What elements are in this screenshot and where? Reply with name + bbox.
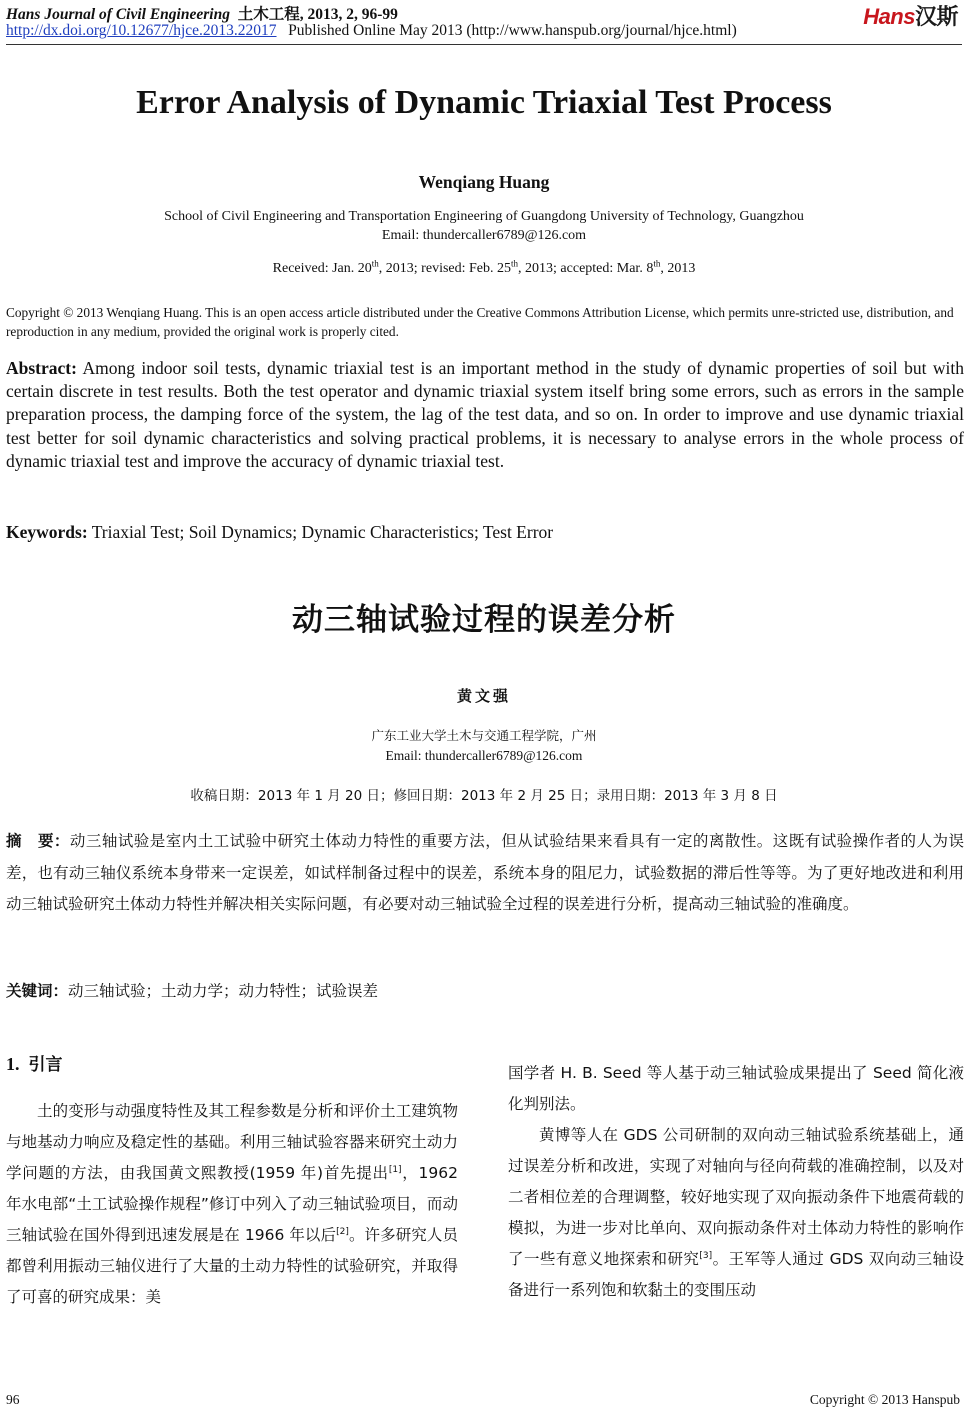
hanspub-logo [863, 0, 958, 31]
section-title: 引言 [28, 1055, 63, 1075]
citation-ref[interactable]: [1] [388, 1164, 402, 1175]
author-cn: 黄文强 [456, 687, 511, 705]
email-en: Email: thundercaller6789@126.com [381, 228, 587, 243]
email-cn: Email: thundercaller6789@126.com [385, 748, 583, 763]
paper-title-en: Error Analysis of Dynamic Triaxial Test Process [136, 84, 832, 121]
keywords-text-cn: 动三轴试验；土动力学；动力特性；试验误差 [68, 982, 379, 1000]
keywords-en [6, 521, 964, 544]
section-heading-intro [6, 1050, 63, 1075]
citation-ref[interactable]: [2] [336, 1226, 349, 1237]
abstract-label-en: Abstract: [6, 358, 77, 378]
abstract-cn [6, 826, 964, 921]
affiliation-line-en: School of Civil Engineering and Transportation Engineering of Guangdong University of Technology, Guangzhou [164, 209, 804, 224]
section-number: 1. [6, 1054, 20, 1074]
journal-header [6, 2, 398, 24]
citation-ref[interactable]: [3] [699, 1250, 713, 1261]
abstract-en [6, 357, 964, 473]
body-text: 黄博等人在 GDS 公司研制的双向动三轴试验系统基础上，通过误差分析和改进，实现了对轴向与径向荷载的准确控制，以及对二者相位差的合理调整，较好地实现了双向振动条件下地震荷载的模拟，为进一步对比单向、双向振动条件对土体动力特性的影响作了一些有意义地探索和研究 [508, 1126, 964, 1268]
copyright-notice: Copyright © 2013 Wenqiang Huang. This is an open access article distributed under the Creative Commons Attribution License, which permits unre-stricted use, distribution, and reproduction in any medium, provided the original work is properly cited. [6, 305, 954, 339]
body-paragraph [6, 1096, 458, 1313]
logo-text-en: Hans [863, 4, 915, 29]
body-paragraph [508, 1120, 964, 1306]
accepted-sup: th [653, 258, 661, 269]
body-text: 。许多研究人员都曾利用振动三轴仪进行了大量的土动力特性的试验研究，并取得了可喜的研究成果：美 [6, 1226, 458, 1306]
affiliation-cn [0, 726, 968, 766]
doi-line [6, 22, 737, 40]
abstract-text-cn: 动三轴试验是室内土工试验中研究土体动力特性的重要方法，但从试验结果来看具有一定的离散性。这既有试验操作者的人为误差，也有动三轴仪系统本身带来一定误差，如试样制备过程中的误差，系统本身的阻尼力，试验数据的滞后性等等。为了更好地改进和利用动三轴试验研究土体动力特性并解决相关实际问题，有必要对动三轴试验全过程的误差进行分析，提高动三轴试验的准确度。 [6, 832, 964, 913]
body-text: 。王军等人通过 GDS 双向动三轴设备进行一系列饱和软黏土的变围压动 [508, 1250, 964, 1299]
journal-name-cn: 土木工程, 2013, 2, 96-99 [237, 6, 398, 23]
abstract-text-en: Among indoor soil tests, dynamic triaxial test is an important method in the study of dynamic properties of soil but with certain discrete in test results. Both the test operator and dynamic triaxial system itself bring some errors, such as errors in the sample preparation process, the damping force of the system, the lag of the test data, and so on. In order to improve and use dynamic triaxial test better for soil dynamic characteristics and solving practical problems, it is necessary to analyse errors in the whole process of dynamic triaxial test and improve the accuracy of dynamic triaxial test. [6, 358, 964, 471]
doi-link[interactable]: http://dx.doi.org/10.12677/hjce.2013.22017 [6, 22, 277, 39]
year-part: , 2013 [660, 261, 696, 276]
keywords-cn [6, 976, 964, 1008]
abstract-label-cn: 摘 要： [6, 832, 70, 850]
body-text: ，1962 年水电部“土工试验操作规程”修订中列入了动三轴试验项目，而动三轴试验在国外得到迅速发展是在 1966 年以后 [6, 1164, 458, 1244]
revised-part: , 2013; revised: Feb. 25 [378, 261, 512, 276]
body-text: 土的变形与动强度特性及其工程参数是分析和评价土工建筑物与地基动力响应及稳定性的基础。利用三轴试验容器来研究土动力学问题的方法，由我国黄文熙教授(1959 年)首先提出 [6, 1102, 458, 1182]
logo-text-cn: 汉斯 [914, 4, 958, 29]
keywords-label-en: Keywords: [6, 522, 88, 542]
received-sup: th [371, 258, 379, 269]
body-paragraph: 国学者 H. B. Seed 等人基于动三轴试验成果提出了 Seed 简化液化判别法。 [508, 1064, 964, 1113]
published-online: Published Online May 2013 (http://www.hanspub.org/journal/hjce.html) [288, 22, 737, 39]
body-column-right [508, 1058, 964, 1306]
received-dates-cn: 收稿日期：2013 年 1 月 20 日；修回日期：2013 年 2 月 25 日；录用日期：2013 年 3 月 8 日 [190, 788, 778, 804]
footer-copyright: Copyright © 2013 Hanspub [809, 1392, 960, 1407]
affiliation-en [0, 207, 968, 245]
affiliation-line-cn: 广东工业大学土木与交通工程学院，广州 [371, 728, 597, 743]
page-number: 96 [6, 1392, 20, 1407]
paper-title-cn: 动三轴试验过程的误差分析 [292, 602, 676, 638]
accepted-part: , 2013; accepted: Mar. 8 [518, 261, 654, 276]
body-column-left [6, 1096, 458, 1313]
revised-sup: th [511, 258, 519, 269]
journal-name: Hans Journal of Civil Engineering [6, 6, 230, 23]
received-part: Received: Jan. 20 [272, 261, 372, 276]
received-dates-en [0, 258, 968, 277]
author-en: Wenqiang Huang [418, 172, 550, 192]
keywords-label-cn: 关键词： [6, 982, 69, 1000]
header-divider [6, 44, 962, 45]
keywords-text-en: Triaxial Test; Soil Dynamics; Dynamic Characteristics; Test Error [91, 522, 554, 542]
